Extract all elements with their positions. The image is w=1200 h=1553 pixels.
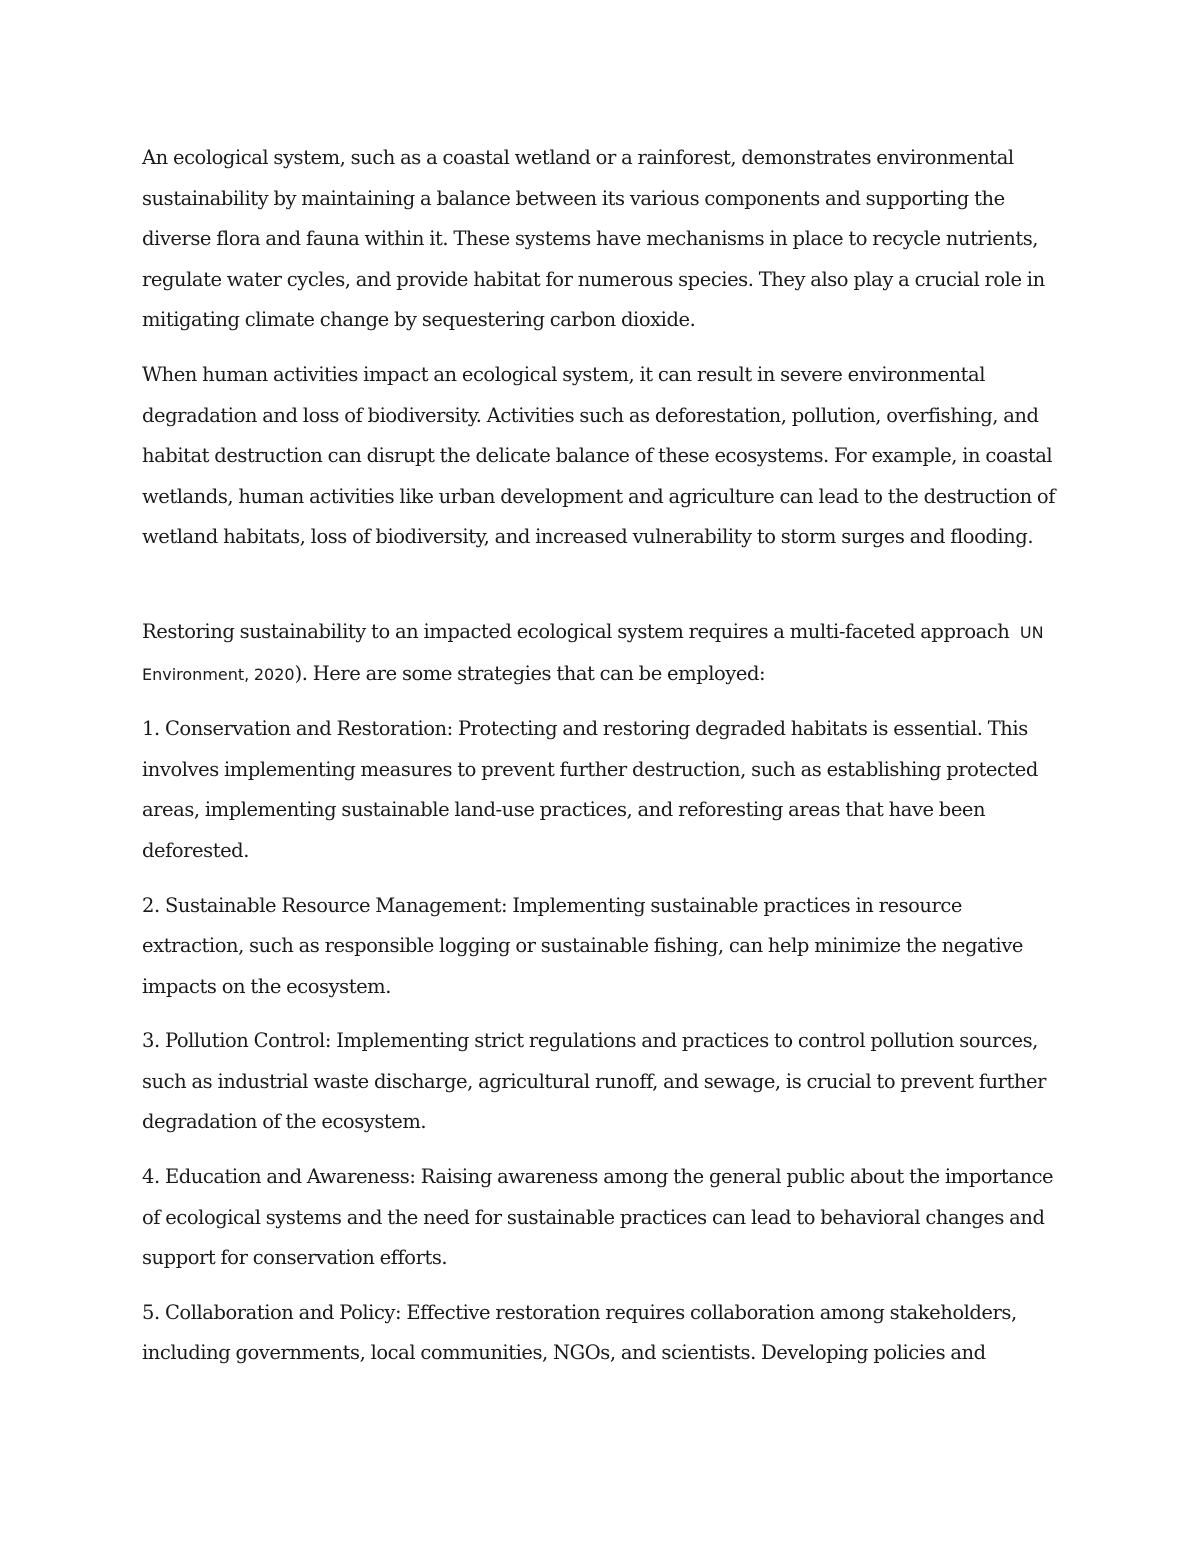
restoring-intro-text: Restoring sustainability to an impacted ecological system requires a multi-faceted approach	[142, 619, 1010, 643]
paragraph-human-impact: When human activities impact an ecological system, it can result in severe environmental degradation and loss of biodiversity. Activities such as deforestation, pollution, overfishing, and habitat destruction can disrupt the delicate balance of these ecosystems. For example, in coastal wetlands, human activities like urban development and agriculture can lead to the destruction of wetland habitats, loss of biodiversity, and increased vulnerability to storm surges and flooding.	[142, 362, 1055, 549]
strategy-item-pollution-control: 3. Pollution Control: Implementing strict regulations and practices to control pollution sources, such as industrial waste discharge, agricultural runoff, and sewage, is crucial to prevent further degradation of the ecosystem.	[142, 1029, 1046, 1134]
strategy-item-conservation: 1. Conservation and Restoration: Protecting and restoring degraded habitats is essential. This involves implementing measures to prevent further destruction, such as establishing protected areas, implementing sustainable land-use practices, and reforesting areas that have been deforested.	[142, 717, 1038, 862]
document-body	[142, 138, 1067, 1388]
strategy-item-collaboration: 5. Collaboration and Policy: Effective restoration requires collaboration among stakeholders, including governments, local communities, NGOs, and scientists. Developing policies and	[142, 1300, 1017, 1365]
strategy-item-resource-management: 2. Sustainable Resource Management: Implementing sustainable practices in resource extraction, such as responsible logging or sustainable fishing, can help minimize the negative impacts on the ecosystem.	[142, 893, 1023, 998]
strategy-item-education: 4. Education and Awareness: Raising awareness among the general public about the importance of ecological systems and the need for sustainable practices can lead to behavioral changes and support for conservation efforts.	[142, 1165, 1054, 1270]
citation-text: UN Environment, 2020	[142, 622, 1044, 684]
paragraph-restoring-sustainability	[142, 612, 1067, 695]
paragraph-ecological-system: An ecological system, such as a coastal wetland or a rainforest, demonstrates environmental sustainability by maintaining a balance between its various components and supporting the diverse flora and fauna within it. These systems have mechanisms in place to recycle nutrients, regulate water cycles, and provide habitat for numerous species. They also play a crucial role in mitigating climate change by sequestering carbon dioxide.	[142, 146, 1045, 332]
restoring-outro-text: ). Here are some strategies that can be employed:	[294, 661, 766, 685]
